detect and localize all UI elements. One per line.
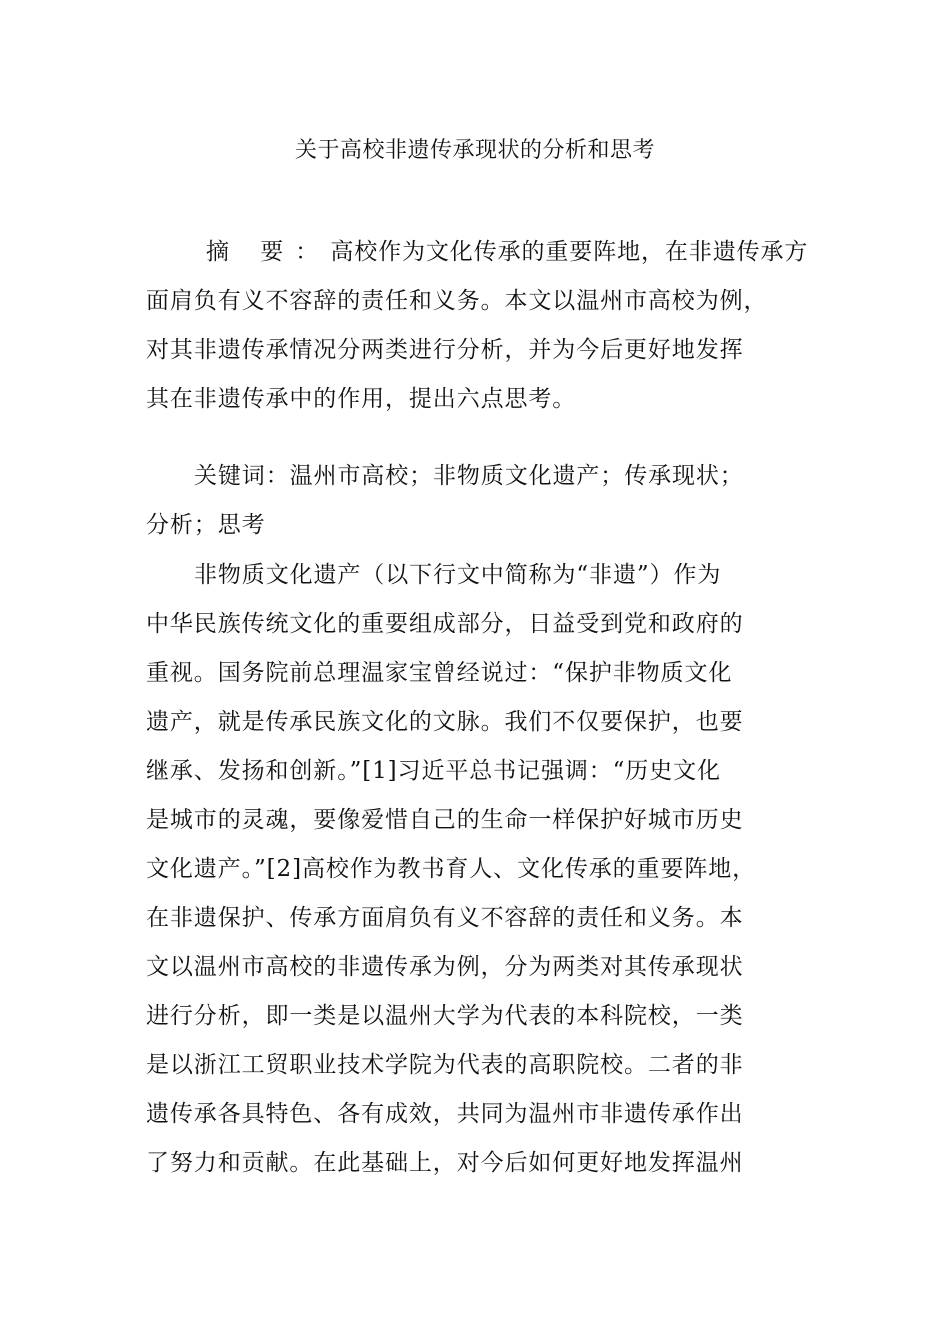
body-line: 是城市的灵魂，要像爱惜自己的生命一样保护好城市历史 <box>146 807 744 833</box>
body-line: 遗产，就是传承民族文化的文脉。我们不仅要保护，也要 <box>146 709 744 735</box>
body-line: 遗传承各具特色、各有成效，共同为温州市非遗传承作出 <box>146 1101 744 1127</box>
abstract-line-4: 其在非遗传承中的作用，提出六点思考。 <box>146 386 577 412</box>
body-line: 非物质文化遗产（以下行文中简称为“非遗”）作为 <box>194 562 722 588</box>
abstract-label: 摘 要： <box>206 239 331 265</box>
body-section <box>146 551 816 1188</box>
body-line: 文以温州市高校的非遗传承为例，分为两类对其传承现状 <box>146 954 744 980</box>
body-line: 继承、发扬和创新。”[1]习近平总书记强调：“历史文化 <box>146 758 721 784</box>
body-line: 了努力和贡献。在此基础上，对今后如何更好地发挥温州 <box>146 1150 744 1176</box>
body-line: 是以浙江工贸职业技术学院为代表的高职院校。二者的非 <box>146 1052 744 1078</box>
abstract-line-1 <box>146 228 816 277</box>
body-line: 进行分析，即一类是以温州大学为代表的本科院校，一类 <box>146 1003 744 1029</box>
abstract-line-3: 对其非遗传承情况分两类进行分析，并为今后更好地发挥 <box>146 337 744 363</box>
body-line: 文化遗产。”[2]高校作为教书育人、文化传承的重要阵地， <box>146 856 757 882</box>
keywords-label: 关键词： <box>194 463 290 489</box>
keywords-section <box>146 452 816 550</box>
document-title: 关于高校非遗传承现状的分析和思考 <box>294 138 655 163</box>
abstract-line-2: 面肩负有义不容辞的责任和义务。本文以温州市高校为例， <box>146 288 768 314</box>
abstract-text: 高校作为文化传承的重要阵地，在非遗传承方 <box>330 239 809 265</box>
body-line: 重视。国务院前总理温家宝曾经说过：“保护非物质文化 <box>146 660 733 686</box>
keywords-text: 温州市高校；非物质文化遗产；传承现状； <box>289 463 744 489</box>
body-line: 在非遗保护、传承方面肩负有义不容辞的责任和义务。本 <box>146 905 744 931</box>
keywords-line-1 <box>146 452 816 501</box>
body-line: 中华民族传统文化的重要组成部分，日益受到党和政府的 <box>146 611 744 637</box>
keywords-line-2: 分析；思考 <box>146 512 266 538</box>
abstract-section <box>146 228 816 424</box>
